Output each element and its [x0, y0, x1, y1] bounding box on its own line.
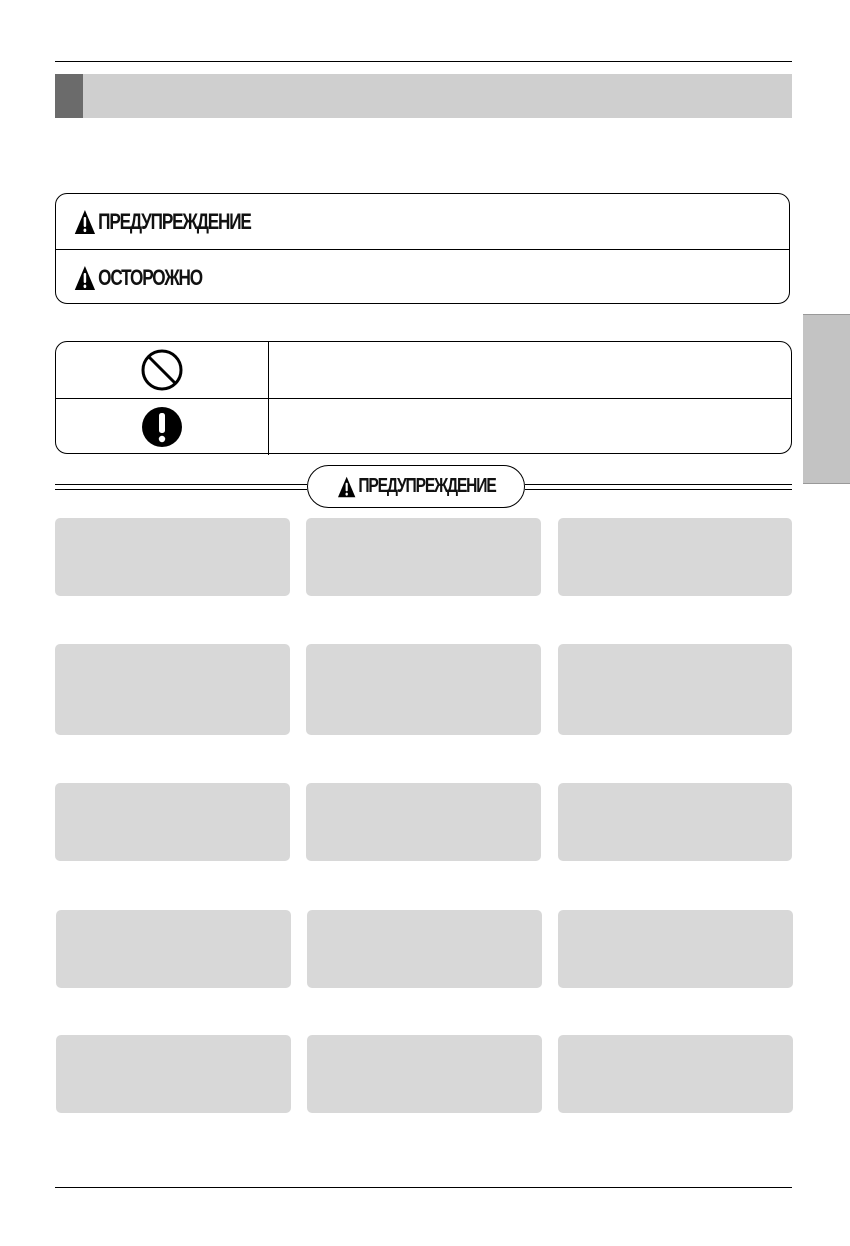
legend-row-caution [56, 249, 789, 305]
legend-box [55, 193, 790, 304]
prohibition-icon [140, 348, 184, 392]
warning-card-4-2 [307, 910, 542, 988]
side-section-tab [803, 314, 850, 484]
top-rule [55, 61, 792, 62]
warning-card-3-3 [558, 783, 792, 861]
warning-card-4-1 [56, 910, 291, 988]
warning-triangle-icon [74, 264, 96, 292]
divider-left-line-2 [55, 489, 307, 490]
mandatory-description [278, 399, 781, 455]
symbol-row-prohibition [56, 342, 791, 398]
warning-card-1-1 [55, 518, 290, 596]
divider-right-line-1 [525, 484, 792, 485]
warning-card-5-3 [558, 1035, 793, 1113]
warning-card-2-1 [55, 644, 290, 735]
caution-label: ОСТОРОЖНО [98, 264, 202, 290]
warning-triangle-icon [337, 475, 356, 499]
prohibition-description [278, 342, 781, 398]
symbols-box [55, 341, 792, 454]
warning-section-header [307, 465, 525, 508]
warning-card-2-3 [558, 644, 792, 735]
warning-section-label: ПРЕДУПРЕЖДЕНИЕ [357, 475, 496, 497]
warning-card-1-2 [306, 518, 541, 596]
symbol-row-mandatory [56, 398, 791, 455]
legend-row-warning [56, 194, 789, 249]
divider-right-line-2 [525, 489, 792, 490]
divider-left-line-1 [55, 484, 307, 485]
title-marker [55, 74, 83, 118]
section-title-bar [55, 74, 792, 118]
warning-card-1-3 [558, 518, 792, 596]
warning-card-5-2 [307, 1035, 542, 1113]
warning-card-4-3 [558, 910, 793, 988]
mandatory-exclamation-icon [140, 405, 184, 449]
warning-card-3-2 [306, 783, 541, 861]
warning-card-5-1 [56, 1035, 291, 1113]
bottom-rule [55, 1187, 792, 1188]
warning-card-2-2 [306, 644, 541, 735]
warning-label: ПРЕДУПРЕЖДЕНИЕ [98, 208, 251, 234]
warning-triangle-icon [74, 208, 96, 236]
warning-card-3-1 [55, 783, 290, 861]
